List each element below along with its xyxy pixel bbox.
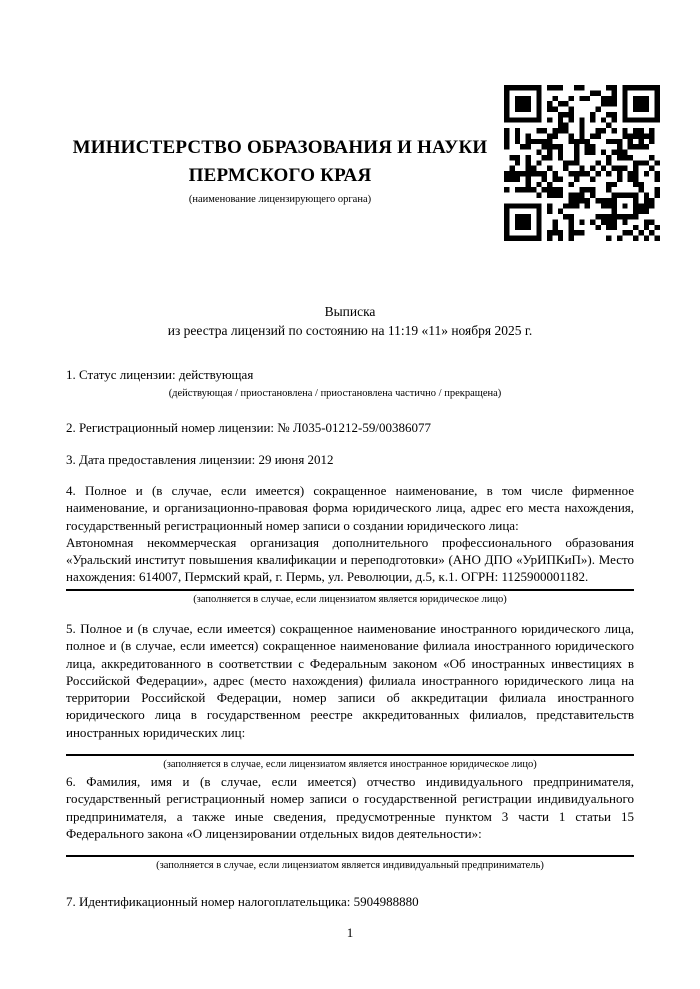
- qr-code-icon: [504, 83, 660, 243]
- license-item-1: [66, 366, 634, 400]
- item-caption: (заполняется в случае, если лицензиатом является иностранное юридическое лицо): [163, 759, 537, 771]
- item-text: 3. Дата предоставления лицензии: 29 июня 2012: [66, 452, 334, 467]
- item-text: 1. Статус лицензии: действующая: [66, 367, 254, 382]
- item-text: 4. Полное и (в случае, если имеется) сокращенное наименование, в том числе фирменное наименование, и организационно-правовая форма юридического лица, адрес его места нахождения, государственный регистрационный номер записи о создании юридического лица:: [66, 483, 634, 533]
- item-text: 7. Идентификационный номер налогоплательщика: 5904988880: [66, 894, 419, 909]
- item-body: Автономная некоммерческая организация дополнительного профессионального образования «Уральский институт повышения квалификации и переподготовки» (АНО ДПО «УрИПКиП»). Место нахождения: 614007, Пермский край, г. Пермь, ул. Революции, д.5, к.1. ОГРН: 1125900001182.: [66, 534, 634, 585]
- ministry-name-line1: МИНИСТЕРСТВО ОБРАЗОВАНИЯ И НАУКИ: [72, 137, 488, 158]
- item-text: 5. Полное и (в случае, если имеется) сокращенное наименование иностранного юридического лица, полное и (в случае, если имеется) сокращенное наименование филиала иностранного юридического лица, аккредитованного в соответствии с Федеральным законом «Об иностранных инвестициях в Российской Федерации», адрес (место нахождения) филиала иностранного юридического лица на территории Российской Федерации, номер записи об аккредитации филиала иностранного юридического лица в государственном реестре аккредитованных филиалов, представительств иностранных юридических лиц:: [66, 621, 634, 740]
- separator-line: [66, 855, 634, 857]
- license-item-4: [66, 482, 634, 606]
- license-item-5: [66, 620, 634, 771]
- license-item-7: [66, 893, 634, 910]
- item-text: 6. Фамилия, имя и (в случае, если имеется) отчество индивидуального предпринимателя, государственный регистрационный номер записи о государственной регистрации индивидуального предпринимателя, а также иные сведения, предусмотренные пунктом 3 части 1 статьи 15 Федерального закона «О лицензировании отдельных видов деятельности»:: [66, 774, 634, 841]
- item-text: 2. Регистрационный номер лицензии: № Л035-01212-59/00386077: [66, 420, 432, 435]
- separator-line: [66, 754, 634, 756]
- item-caption: (действующая / приостановлена / приостановлена частично / прекращена): [168, 388, 502, 400]
- item-caption: (заполняется в случае, если лицензиатом является юридическое лицо): [193, 593, 507, 605]
- licensing-authority-header: [30, 134, 530, 205]
- page-number: 1: [346, 925, 354, 940]
- license-item-2: [66, 419, 634, 436]
- extract-title: Выписка: [324, 304, 376, 319]
- license-item-3: [66, 451, 634, 468]
- extract-subtitle: из реестра лицензий по состоянию на 11:19 «11» ноября 2025 г.: [167, 323, 533, 338]
- separator-line: [66, 589, 634, 591]
- item-caption: (заполняется в случае, если лицензиатом является индивидуальный предприниматель): [156, 860, 544, 872]
- license-item-6: [66, 773, 634, 872]
- licensing-authority-caption: (наименование лицензирующего органа): [188, 194, 372, 205]
- extract-title-block: [0, 302, 700, 340]
- ministry-name-line2: ПЕРМСКОГО КРАЯ: [188, 165, 372, 186]
